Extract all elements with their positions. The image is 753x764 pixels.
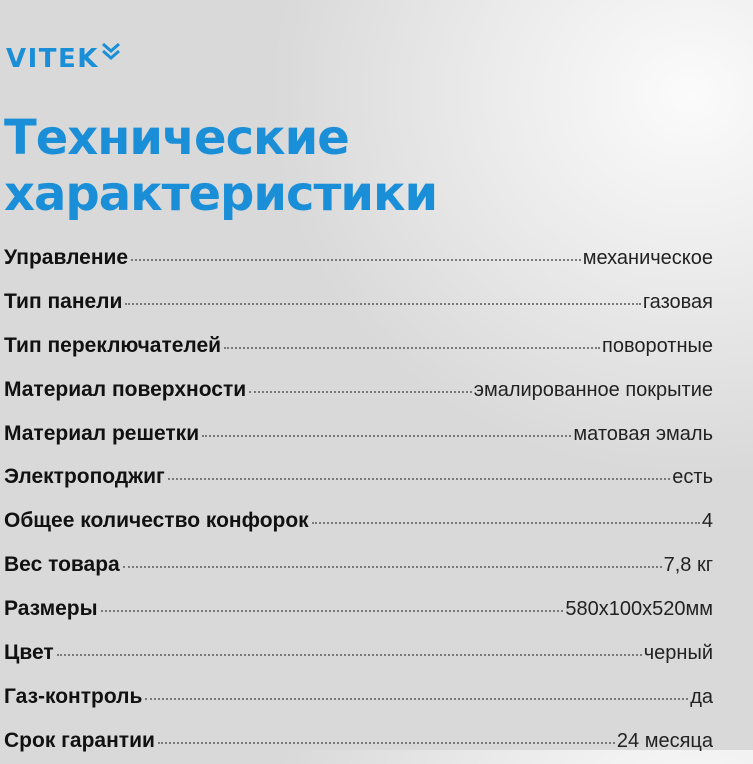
page-title-line1: Технические <box>4 110 349 166</box>
dotted-leader <box>249 391 472 393</box>
dotted-leader <box>57 654 642 656</box>
spec-label: Материал решетки <box>4 421 200 445</box>
spec-row <box>4 675 713 719</box>
spec-label: Электроподжиг <box>4 465 165 489</box>
spec-label: Материал поверхности <box>4 377 247 401</box>
spec-label: Тип панели <box>4 289 123 313</box>
spec-value: матовая эмаль <box>573 422 713 445</box>
brand-logo <box>6 42 122 76</box>
dotted-leader <box>131 259 581 261</box>
spec-row <box>4 324 713 368</box>
spec-value: есть <box>672 466 713 489</box>
spec-value: поворотные <box>602 334 713 357</box>
brand-name: VITEK <box>6 44 99 74</box>
dotted-leader <box>123 566 662 568</box>
spec-value: 7,8 кг <box>663 554 713 577</box>
spec-label: Газ-контроль <box>4 684 143 708</box>
specs-list <box>4 236 713 763</box>
dotted-leader <box>224 347 600 349</box>
spec-label: Общее количество конфорок <box>4 509 309 533</box>
spec-row <box>4 499 713 543</box>
dotted-leader <box>158 742 615 744</box>
spec-value: газовая <box>642 290 713 313</box>
spec-row <box>4 368 713 412</box>
spec-value: 4 <box>701 510 713 533</box>
spec-value: черный <box>643 642 713 665</box>
spec-row <box>4 719 713 763</box>
spec-value: 580х100х520мм <box>565 598 713 621</box>
spec-value: эмалированное покрытие <box>473 378 713 401</box>
dotted-leader <box>145 698 688 700</box>
page-title-line2: характеристики <box>4 166 438 222</box>
spec-label: Цвет <box>4 641 54 665</box>
spec-value: да <box>690 685 713 708</box>
dotted-leader <box>202 435 571 437</box>
spec-label: Управление <box>4 246 129 269</box>
spec-row <box>4 587 713 631</box>
dotted-leader <box>168 478 671 480</box>
spec-label: Срок гарантии <box>4 728 155 752</box>
double-chevron-down-icon <box>100 42 122 62</box>
spec-row <box>4 280 713 324</box>
spec-value: механическое <box>582 247 713 269</box>
dotted-leader <box>125 303 640 305</box>
dotted-leader <box>312 522 700 524</box>
spec-label: Вес товара <box>4 553 120 577</box>
spec-label: Тип переключателей <box>4 333 222 357</box>
spec-label: Размеры <box>4 597 98 621</box>
dotted-leader <box>101 610 564 612</box>
spec-row <box>4 543 713 587</box>
spec-value: 24 месяца <box>616 729 713 752</box>
page-title <box>4 110 437 222</box>
spec-row <box>4 412 713 456</box>
spec-row <box>4 631 713 675</box>
spec-row <box>4 236 713 280</box>
spec-row <box>4 455 713 499</box>
